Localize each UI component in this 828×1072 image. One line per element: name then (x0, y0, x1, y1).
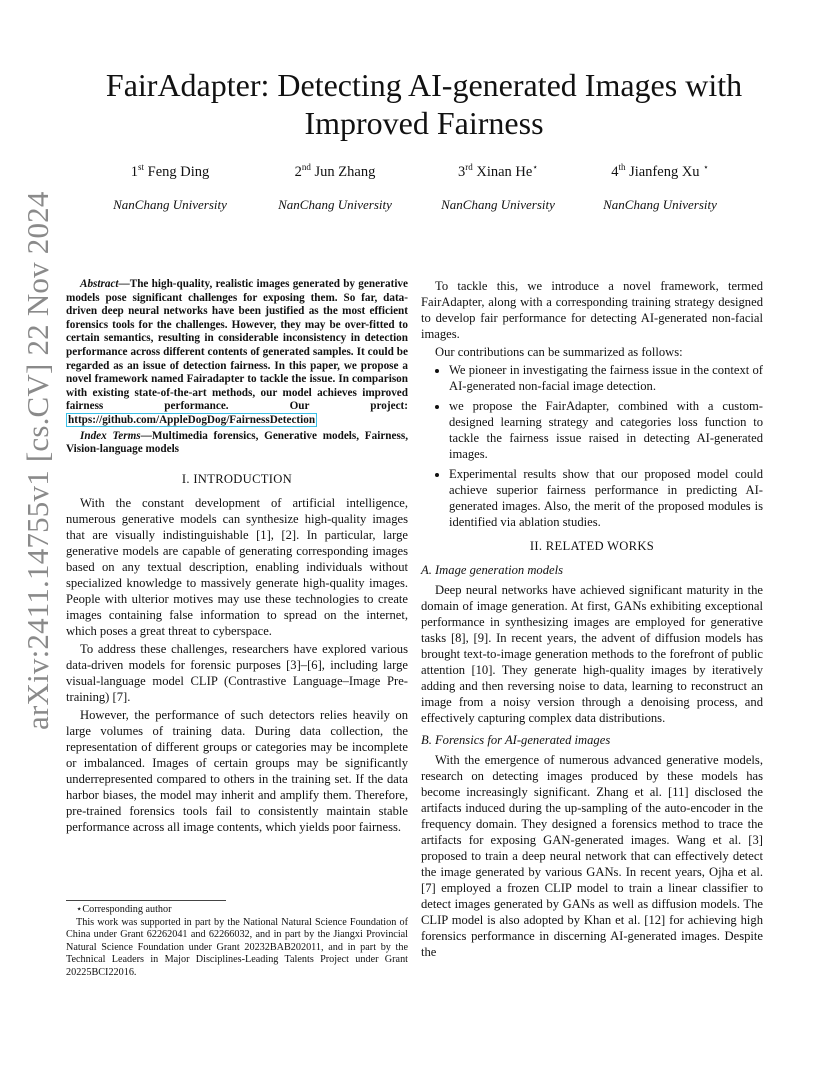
footnote-rule (66, 900, 226, 901)
index-terms: Index Terms—Multimedia forensics, Generative models, Fairness, Vision-language models (66, 429, 408, 456)
section-heading-related-works: II. RELATED WORKS (529, 539, 655, 553)
paragraph: With the constant development of artificial intelligence, numerous generative models can synthesize high-quality images that are visually indistinguishable [1], [2]. In particular, large generative models are capable of generating corresponding images based on any textual description, enabling individuals without specialized knowledge to massively generate high-quality images. People with ulterior motives may use these technologies to create images containing false information to spread on the internet, which poses a great threat to cyberspace. (66, 495, 408, 638)
author-affiliation: NanChang University (441, 197, 555, 212)
footnotes (66, 900, 408, 980)
author-2 (250, 160, 420, 213)
paragraph: With the emergence of numerous advanced generative models, research on detecting images produced by these models has become increasingly significant. Zhang et al. [11] disclosed the artifacts induced during the up-sampling of the auto-encoder in the frequency domain. They designed a forensics method to trace the artifacts for exposing GAN-generated images. Wang et al. [3] proposed to train a deep neural network that can effectively detect the image generated by various GANs. In recent years, Ojha et al. [7] employed a frozen CLIP model to train a linear classifier to detect images generated by GANs as well as diffusion models. The CLIP model is also adopted by Khan et al. [12] for achieving high forensics performance in discerning AI-generated images. Despite the (421, 753, 763, 959)
paragraph: However, the performance of such detectors relies heavily on large volumes of training data. During data collection, the representation of different groups or categories may be incomplete or imbalanced. Images of certain groups may be significantly underrepresented compared to others in the training set. If the data harbor biases, the model may inherit and amplify them. Therefore, pre-trained forensics tools fail to consistently maintain stable performance across all image contents, which yields poor fairness. (66, 707, 408, 834)
paragraph: To address these challenges, researchers have explored various data-driven models for forensic purposes [3]–[6], including large visual-language model CLIP (Contrastive Language–Image Pre-training) [7]. (66, 641, 408, 704)
author-affiliation: NanChang University (603, 197, 717, 212)
author-name: 1st Feng Ding (130, 162, 210, 180)
paragraph: To tackle this, we introduce a novel framework, termed FairAdapter, along with a corresponding training strategy designed to develop fair performance for detecting AI-generated non-facial images. (421, 279, 763, 341)
contributions-list (421, 362, 763, 530)
right-column (421, 278, 763, 962)
footnote-funding: This work was supported in part by the National Natural Science Foundation of China under Grant 62262041 and 62266032, and in part by the Jiangxi Provincial Natural Science Foundation under Grant 20232BAB202011, and in part by the Technical Leaders in Major Disciplines-Leading Talents Project under Grant 20225BCI22016. (66, 916, 408, 978)
left-column (66, 278, 408, 837)
author-name: 2nd Jun Zhang (294, 162, 376, 180)
subsection-heading: B. Forensics for AI-generated images (421, 733, 611, 747)
arxiv-identifier: arXiv:2411.14755v1 [cs.CV] 22 Nov 2024 (20, 191, 55, 730)
paragraph: Our contributions can be summarized as follows: (435, 345, 683, 359)
author-1 (85, 160, 255, 213)
paragraph: Deep neural networks have achieved significant maturity in the domain of image generation. At first, GANs exhibiting exceptional performance in synthesizing images are employed for generative tasks [8], [9]. In recent years, the advent of diffusion models has brought text-to-image generation methods to the forefront of public attention [10]. They generate high-quality images by iteratively adding and then reversing noise to data, learning to reconstruct an image from a noisy version through a denoising process, and effectively capturing complex data distributions. (421, 583, 763, 725)
paper-title: FairAdapter: Detecting AI-generated Images with Improved Fairness (105, 67, 743, 141)
list-item: • we propose the FairAdapter, combined with a custom-designed learning strategy and categories loss function to tackle the fairness issue raised in detecting AI-generated images. (449, 398, 763, 462)
author-4 (575, 160, 745, 213)
author-affiliation: NanChang University (113, 197, 227, 212)
project-link[interactable]: https://github.com/AppleDogDog/FairnessDetection (68, 413, 316, 426)
footnote-corresponding: ⋆Corresponding author (76, 904, 172, 915)
author-name: 4th Jianfeng Xu ⋆ (611, 162, 709, 180)
subsection-heading: A. Image generation models (421, 563, 563, 577)
abstract: Abstract—The high-quality, realistic images generated by generative models pose significant challenges for exposing them. So far, data-driven deep neural networks have been justified as the most efficient forensics tools for the challenges. However, they may be over-fitted to certain semantics, resulting in considerable inconsistency in detection performance across different contents of generated samples. It could be regarded as an issue of detection fairness. In this paper, we propose a novel framework named Fairadapter to tackle the issue. In comparison with existing state-of-the-art methods, our model achieves improved fairness performance. Our project: https://github.com/AppleDogDog/FairnessDetection (66, 278, 408, 426)
author-3 (413, 160, 583, 213)
section-heading-introduction: I. INTRODUCTION (181, 471, 293, 486)
author-name: 3rd Xinan He⋆ (458, 162, 538, 180)
list-item: • Experimental results show that our proposed model could achieve superior fairness performance in predicting AI-generated images. Also, the merit of the proposed modules is identified via ablation studies. (449, 466, 763, 530)
author-affiliation: NanChang University (278, 197, 392, 212)
list-item: • We pioneer in investigating the fairness issue in the context of AI-generated non-facial image detection. (449, 362, 763, 394)
